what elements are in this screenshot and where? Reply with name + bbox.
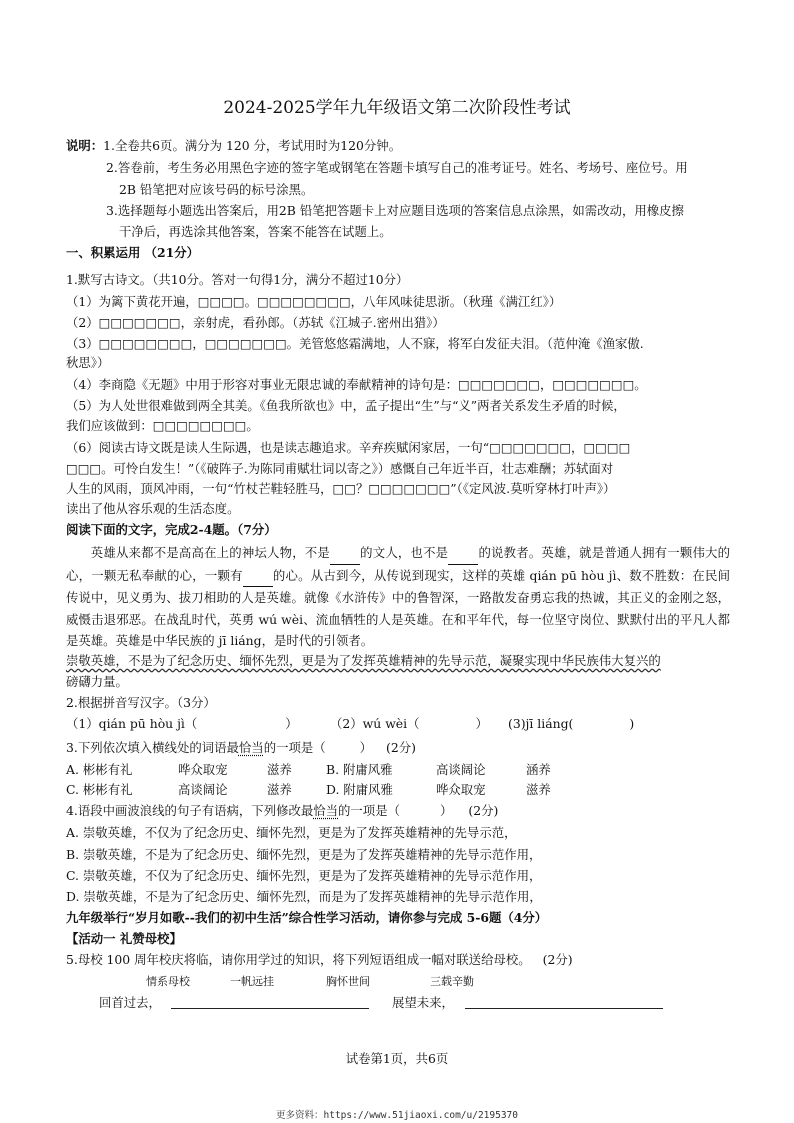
notes-line-2a: 2.答卷前，考生务必用黑色字迹的签字笔或钢笔在答题卡填写自己的准考证号。姓名、考场号、座位号。用 (106, 160, 688, 175)
q1-line-6a: （6）阅读古诗文既是读人生际遇，也是读志趣追求。辛弃疾赋闲家居，一句“□□□□□□□，□□□□ (66, 440, 631, 455)
notes-line-3b: 干净后，再选涂其他答案，答案不能答在试题上。 (119, 224, 392, 239)
page-footer: 试卷第1页，共6页 (345, 1051, 449, 1066)
q3-option-d-2: 哗众取宠 (436, 782, 486, 797)
q3-option-a[interactable]: A. 彬彬有礼 (66, 762, 133, 777)
phrase-1: 情系母校 (146, 975, 190, 988)
q3-option-d[interactable]: D. 附庸风雅 (326, 782, 393, 797)
couplet-right-input[interactable] (465, 1008, 663, 1009)
q5-head: 5.母校 100 周年校庆将临，请你用学过的知识，将下列短语组成一幅对联送给母校。 (2分) (66, 952, 573, 967)
q1-line-6b: □□□。可怜白发生！”（《破阵子.为陈同甫赋壮词以寄之》）感慨自己年近半百，壮志难酬；苏轼面对 (66, 461, 614, 476)
q3-option-b-3: 涵养 (526, 762, 551, 777)
blank-1 (330, 542, 360, 565)
q3-option-c-2: 高谈阔论 (178, 782, 228, 797)
q1-head: 1.默写古诗文。（共10分。答对一句得1分，满分不超过10分） (66, 272, 409, 287)
q1-line-3b: 秋思》） (66, 355, 110, 370)
reading-end: 磅礴力量。 (66, 674, 128, 689)
couplet-right-label: 展望未来， (392, 995, 454, 1010)
q1-line-5b: 我们应该做到：□□□□□□□□。 (66, 418, 259, 433)
phrase-2: 一帆远挂 (230, 975, 274, 988)
q4-option-c[interactable]: C. 崇敬英雄，不仅为了纪念历史、缅怀先烈，更是为了发挥英雄精神的先导示范作用， (66, 868, 542, 883)
q1-line-5a: （5）为人处世很难做到两全其美。《鱼我所欲也》中，孟子提出“生”与“义”两者关系发生矛盾的时候， (66, 398, 626, 413)
couplet-left-label: 回首过去， (99, 995, 161, 1010)
q4-option-d[interactable]: D. 崇敬英雄，不是为了纪念历史、缅怀先烈，而是为了发挥英雄精神的先导示范作用， (66, 889, 542, 904)
couplet-left-input[interactable] (171, 1008, 369, 1009)
q3-option-d-3: 滋养 (526, 782, 551, 797)
q1-line-3a: （3）□□□□□□□□，□□□□□□□。羌管悠悠霜满地，人不寐，将军白发征夫泪。（范仲淹《渔家傲. (66, 336, 644, 351)
wavy-sentence: 崇敬英雄，不是为了纪念历史、缅怀先烈，更是为了发挥英雄精神的先导示范，凝聚实现中华民族伟大复兴的 (66, 653, 661, 668)
q1-line-6c: 人生的风雨，顶风冲雨，一句“竹杖芒鞋轻胜马，□□？□□□□□□□”（《定风波.莫听穿林打叶声》） (66, 481, 616, 496)
q2-item-3: (3)jī liáng( ) (508, 716, 635, 731)
q3-head: 3.下列依次填入横线处的词语最恰当的一项是（ ） (2分) (66, 740, 416, 755)
section-heading: 一、积累运用 （21分） (66, 245, 200, 260)
phrase-3: 胸怀世间 (326, 975, 370, 988)
q3-option-a-2: 哗众取宠 (178, 762, 228, 777)
notes-label: 说明： (66, 138, 104, 153)
q3-option-c[interactable]: C. 彬彬有礼 (66, 782, 133, 797)
q2-item-1: （1）qián pū hòu jì（ ） (66, 716, 298, 731)
blank-3 (243, 565, 273, 588)
q1-line-2: （2）□□□□□□□，亲射虎，看孙郎。（苏轼《江城子.密州出猎》） (66, 315, 445, 330)
q3-option-b-2: 高谈阔论 (436, 762, 486, 777)
more-resources: 更多资料：https://www.51jiaoxi.com/u/2195370 (276, 1110, 518, 1121)
reading-head: 阅读下面的文字，完成2-4题。（7分） (66, 522, 277, 537)
phrase-4: 三载辛勤 (430, 975, 474, 988)
q2-head: 2.根据拼音写汉字。（3分） (66, 695, 216, 710)
q1-line-1: （1）为篱下黄花开遍，□□□□。□□□□□□□□，八年风味徒思浙。（秋瑾《满江红》） (66, 294, 562, 309)
q3-option-a-3: 滋养 (267, 762, 292, 777)
q1-line-6d: 读出了他从容乐观的生活态度。 (66, 501, 240, 516)
reading-passage: 英雄从来都不是高高在上的神坛人物，不是 的文人，也不是 的说教者。英雄，就是普通人拥有一颗伟大的心，一颗无私奉献的心，一颗有 的心。从古到今，从传说到现实，这样的英雄 qián pū hòu jì、数不胜数：在民间传说中，见义勇为、拔刀相助的人是英雄。就像《水浒传》中的鲁智深，一路散发奋勇忘我的热诚，其正义的金刚之怒，威慑击退邪恶。在战乱时代，英勇 wú wèi、流血牺牲的人是英雄。在和平年代，每一位坚守岗位、默默付出的平凡人都是英雄。英雄是中华民族的 jī liáng，是时代的引领者。 (66, 542, 730, 652)
activity-title: 【活动一 礼赞母校】 (66, 931, 182, 946)
q3-option-b[interactable]: B. 附庸风雅 (326, 762, 393, 777)
notes-line-2b: 2B 铅笔把对应该号码的标号涂黑。 (119, 182, 314, 197)
q2-item-2: （2）wú wèi（ ） (330, 716, 488, 731)
q1-line-4: （4）李商隐《无题》中用于形容对事业无限忠诚的奉献精神的诗句是：□□□□□□□，□□□□□□□。 (66, 377, 647, 392)
notes-line-3a: 3.选择题每小题选出答案后，用2B 铅笔把答题卡上对应题目选项的答案信息点涂黑，如需改动，用橡皮擦 (106, 203, 684, 218)
q4-option-b[interactable]: B. 崇敬英雄，不是为了纪念历史、缅怀先烈，更是为了发挥英雄精神的先导示范作用， (66, 847, 542, 862)
q3-option-c-3: 滋养 (267, 782, 292, 797)
activity-head: 九年级举行“岁月如歌--我们的初中生活”综合性学习活动，请你参与完成 5-6题（4分） (66, 910, 548, 925)
page-title: 2024-2025学年九年级语文第二次阶段性考试 (223, 98, 571, 118)
notes-line-1: 说明：1.全卷共6页。满分为 120 分，考试用时为120分钟。 (66, 138, 402, 153)
q4-head: 4.语段中画波浪线的句子有语病，下列修改最恰当的一项是（ ） (2分) (66, 803, 499, 818)
q4-option-a[interactable]: A. 崇敬英雄，不仅为了纪念历史、缅怀先烈，更是为了发挥英雄精神的先导示范， (66, 825, 517, 840)
blank-2 (448, 542, 478, 565)
